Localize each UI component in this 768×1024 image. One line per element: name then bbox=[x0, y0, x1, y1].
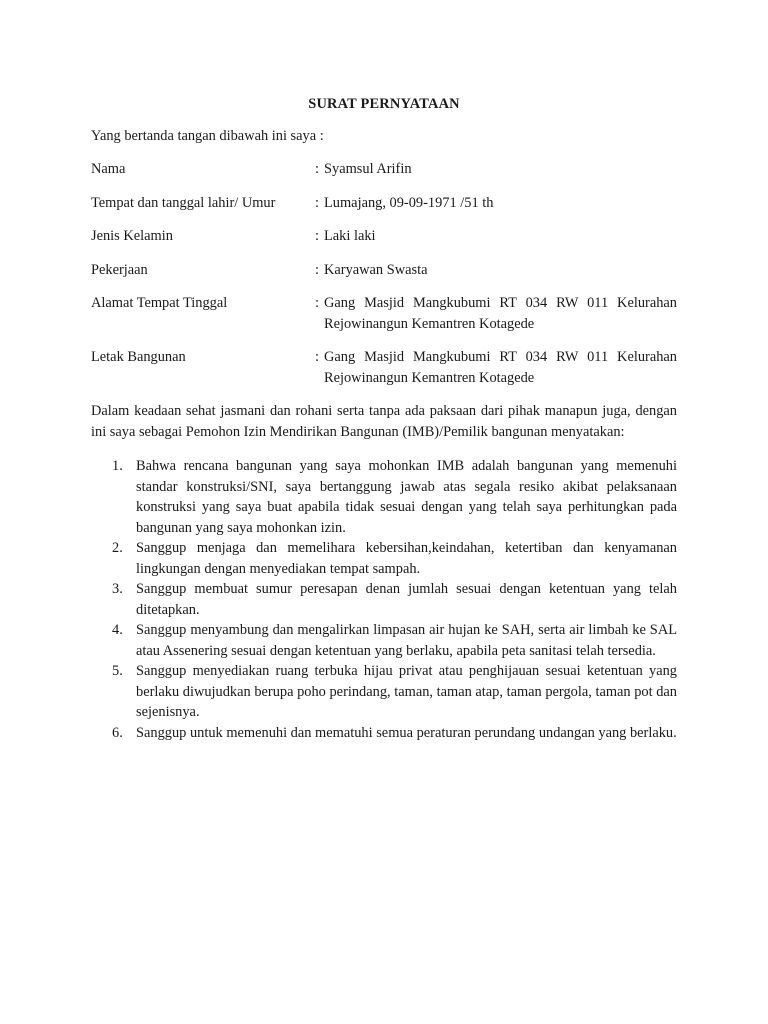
field-nama bbox=[91, 159, 677, 180]
list-item-text: Sanggup membuat sumur peresapan denan jumlah sesuai dengan ketentuan yang telah ditetapkan. bbox=[136, 581, 677, 618]
field-value: Lumajang, 09-09-1971 /51 th bbox=[324, 194, 494, 211]
field-tempat-tanggal-lahir bbox=[91, 193, 677, 214]
field-label: Letak Bangunan bbox=[91, 349, 186, 365]
field-value-line1: Gang Masjid Mangkubumi RT 034 RW 011 Kelurahan bbox=[324, 295, 677, 311]
list-item bbox=[91, 456, 677, 538]
list-item-number: 2. bbox=[112, 540, 123, 556]
field-colon: : bbox=[315, 261, 319, 278]
field-pekerjaan bbox=[91, 260, 677, 281]
field-value-line1: Gang Masjid Mangkubumi RT 034 RW 011 Kelurahan bbox=[324, 349, 677, 365]
field-letak-bangunan bbox=[91, 347, 677, 388]
field-label: Jenis Kelamin bbox=[91, 228, 173, 244]
field-colon: : bbox=[315, 194, 319, 211]
field-colon: : bbox=[315, 295, 319, 311]
statement-paragraph: Dalam keadaan sehat jasmani dan rohani serta tanpa ada paksaan dari pihak manapun juga, dengan ini saya sebagai Pemohon Izin Mendirikan Bangunan (IMB)/Pemilik bangunan menyatakan: bbox=[91, 403, 677, 440]
list-item-text: Sanggup untuk memenuhi dan mematuhi semua peraturan perundang undangan yang berlaku. bbox=[136, 724, 677, 741]
field-value bbox=[324, 347, 677, 388]
list-item-number: 4. bbox=[112, 622, 123, 638]
field-label: Alamat Tempat Tinggal bbox=[91, 295, 228, 311]
field-alamat-tempat-tinggal bbox=[91, 293, 677, 334]
list-item-number: 5. bbox=[112, 663, 123, 679]
list-item-number: 6. bbox=[112, 724, 123, 741]
list-item-text: Sanggup menjaga dan memelihara kebersihan,keindahan, ketertiban dan kenyamanan lingkungan dengan menyediakan tempat sampah. bbox=[136, 540, 677, 577]
field-value bbox=[324, 293, 677, 334]
list-item bbox=[91, 723, 677, 744]
intro-text: Yang bertanda tangan dibawah ini saya : bbox=[91, 127, 324, 144]
document-title: SURAT PERNYATAAN bbox=[308, 96, 460, 112]
field-colon: : bbox=[315, 349, 319, 365]
document-page bbox=[91, 94, 677, 743]
field-label: Nama bbox=[91, 161, 126, 177]
list-item-text: Sanggup menyambung dan mengalirkan limpasan air hujan ke SAH, serta air limbah ke SAL atau Assenering sesuai dengan ketentuan yang berlaku, apabila peta sanitasi telah tersedia. bbox=[136, 622, 677, 659]
list-item bbox=[91, 538, 677, 579]
list-item-number: 3. bbox=[112, 581, 123, 597]
field-colon: : bbox=[315, 161, 319, 177]
list-item-text: Sanggup menyediakan ruang terbuka hijau privat atau penghijauan sesuai ketentuan yang berlaku diwujudkan berupa poho perindang, taman, taman atap, taman pergola, taman pot dan sejenisnya. bbox=[136, 663, 677, 720]
list-item-number: 1. bbox=[112, 458, 123, 474]
field-label: Tempat dan tanggal lahir/ Umur bbox=[91, 194, 276, 211]
field-value-line2: Rejowinangun Kemantren Kotagede bbox=[324, 315, 535, 332]
field-colon: : bbox=[315, 228, 319, 244]
field-label: Pekerjaan bbox=[91, 261, 148, 278]
field-value: Syamsul Arifin bbox=[324, 161, 412, 177]
list-item-text: Bahwa rencana bangunan yang saya mohonkan IMB adalah bangunan yang memenuhi standar konstruksi/SNI, saya bertanggung jawab atas segala resiko akibat pelaksanaan konstruksi yang saya buat apabila tidak sesuai dengan yang telah saya perhitungkan pada bangunan yang saya mohonkan izin. bbox=[136, 458, 677, 536]
field-jenis-kelamin bbox=[91, 226, 677, 247]
list-item bbox=[91, 620, 677, 661]
field-value: Laki laki bbox=[324, 228, 376, 244]
statement-list bbox=[91, 456, 677, 743]
list-item bbox=[91, 661, 677, 723]
field-value-line2: Rejowinangun Kemantren Kotagede bbox=[324, 369, 535, 386]
list-item bbox=[91, 579, 677, 620]
field-value: Karyawan Swasta bbox=[324, 261, 428, 278]
